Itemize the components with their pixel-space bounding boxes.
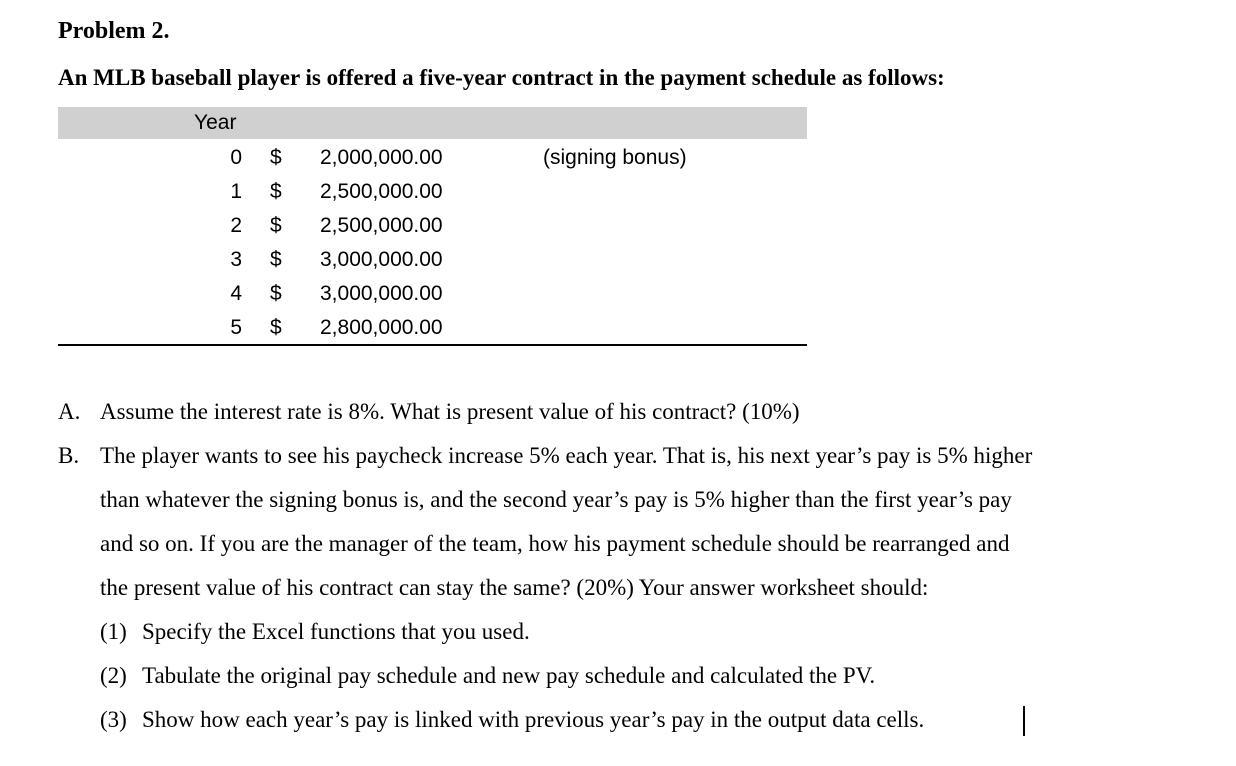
year-column-header: Year (194, 111, 237, 134)
question-b-line: The player wants to see his paycheck increase 5% each year. That is, his next year’s pay is 5% higher (100, 443, 1033, 468)
amount-cell: 3,000,000.00 (320, 248, 443, 271)
year-cell: 3 (230, 248, 242, 271)
problem-title: Problem 2. (58, 18, 170, 44)
item-number: (2) (100, 663, 127, 688)
amount-cell: 2,500,000.00 (320, 214, 443, 237)
worksheet-item-3 (100, 706, 924, 734)
item-number: (1) (100, 619, 127, 644)
table-row (58, 277, 807, 311)
worksheet-item-2 (100, 662, 875, 690)
table-row (58, 311, 807, 345)
currency-cell: $ (270, 248, 282, 271)
year-cell: 5 (230, 316, 242, 339)
table-row (58, 243, 807, 277)
payment-schedule-table (58, 107, 807, 347)
question-b-marker: B. (58, 443, 80, 468)
item-text: Tabulate the original pay schedule and new pay schedule and calculated the PV. (142, 663, 876, 688)
item-text: Specify the Excel functions that you used. (142, 619, 530, 644)
question-a-text: Assume the interest rate is 8%. What is present value of his contract? (10%) (100, 399, 800, 424)
amount-cell: 2,800,000.00 (320, 316, 443, 339)
note-cell: (signing bonus) (543, 146, 687, 169)
amount-cell: 2,500,000.00 (320, 180, 443, 203)
year-cell: 4 (230, 282, 242, 305)
year-cell: 0 (230, 146, 242, 169)
amount-cell: 2,000,000.00 (320, 146, 443, 169)
currency-cell: $ (270, 316, 282, 339)
table-row (58, 175, 807, 209)
table-bottom-border (58, 344, 807, 346)
table-row (58, 141, 807, 175)
currency-cell: $ (270, 146, 282, 169)
question-b-line: and so on. If you are the manager of the team, how his payment schedule should be rearranged and (100, 531, 1010, 556)
currency-cell: $ (270, 214, 282, 237)
question-b-line: the present value of his contract can stay the same? (20%) Your answer worksheet should: (100, 575, 929, 600)
currency-cell: $ (270, 282, 282, 305)
problem-intro: An MLB baseball player is offered a five-year contract in the payment schedule as follows: (58, 65, 945, 90)
worksheet-item-1 (100, 618, 530, 646)
table-row (58, 209, 807, 243)
currency-cell: $ (270, 180, 282, 203)
text-cursor (1023, 706, 1025, 736)
item-text: Show how each year’s pay is linked with previous year’s pay in the output data cells. (142, 707, 925, 732)
question-a-marker: A. (58, 399, 81, 424)
year-cell: 2 (230, 214, 242, 237)
amount-cell: 3,000,000.00 (320, 282, 443, 305)
table-header (58, 107, 807, 139)
question-b-line: than whatever the signing bonus is, and the second year’s pay is 5% higher than the first year’s pay (100, 487, 1012, 512)
item-number: (3) (100, 707, 127, 732)
year-cell: 1 (230, 180, 242, 203)
